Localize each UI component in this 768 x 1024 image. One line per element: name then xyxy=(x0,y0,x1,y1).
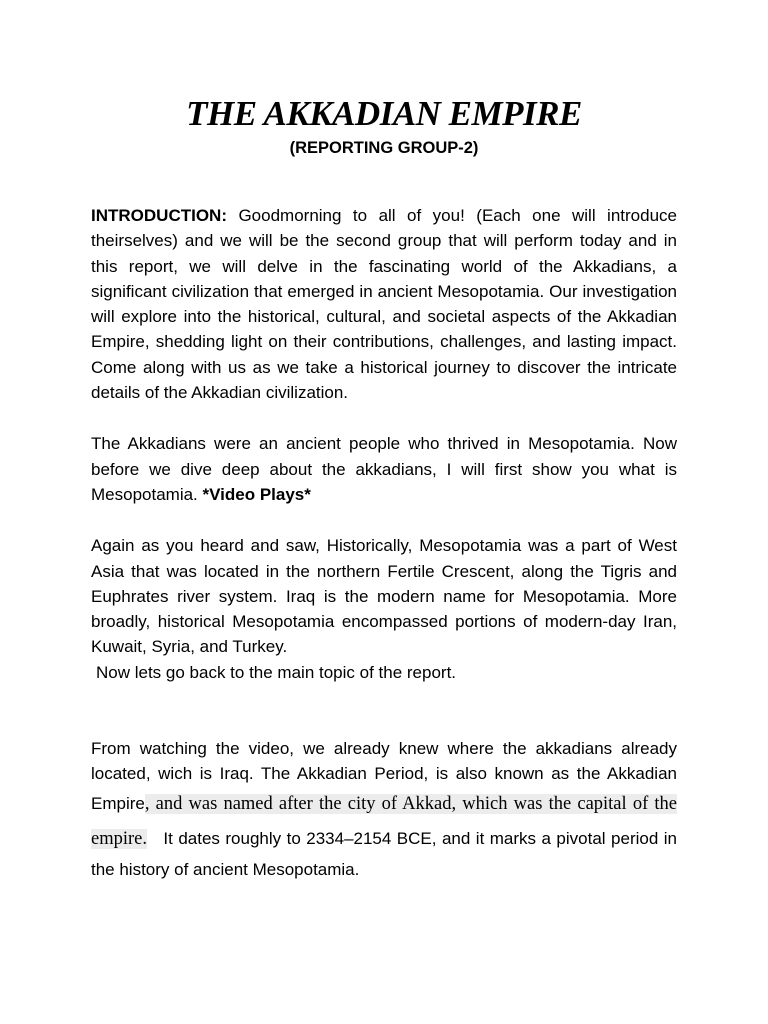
main-topic-text: Now lets go back to the main topic of the report. xyxy=(96,662,457,682)
video-text-before: From watching the video, we already knew where the akkadians already located, wich is Iraq. The Akkadian Period, is also known as the Akkadian Empire xyxy=(91,739,677,813)
highlighted-text: , and was named after the city of Akkad, which was the capital of the empire. xyxy=(91,793,677,849)
video-text-after: It dates roughly to 2334–2154 BCE, and it marks a pivotal period in the history of ancient Mesopotamia. xyxy=(91,828,682,879)
document-subtitle: (REPORTING GROUP-2) xyxy=(289,139,479,157)
akkadians-text: The Akkadians were an ancient people who thrived in Mesopotamia. Now before we dive deep about the akkadians, I will first show you what is Mesopotamia. xyxy=(91,434,677,504)
document-title: THE AKKADIAN EMPIRE xyxy=(186,94,582,133)
intro-text: Goodmorning to all of you! (Each one will introduce theirselves) and we will be the second group that will perform today and in this report, we will delve in the fascinating world of the Akkadians, a significant civilization that emerged in ancient Mesopotamia. Our investigation will explore into the historical, cultural, and societal aspects of the Akkadian Empire, shedding light on their contributions, challenges, and lasting impact. Come along with us as we take a historical journey to discover the intricate details of the Akkadian civilization. xyxy=(91,206,677,403)
mesopotamia-text: Again as you heard and saw, Historically, Mesopotamia was a part of West Asia that was located in the northern Fertile Crescent, along the Tigris and Euphrates river system. Iraq is the modern name for Mesopotamia. More broadly, historical Mesopotamia encompassed portions of modern-day Iran, Kuwait, Syria, and Turkey. xyxy=(91,536,677,657)
intro-paragraph xyxy=(91,203,677,405)
main-topic-line xyxy=(91,660,677,685)
akkadians-paragraph xyxy=(91,431,677,507)
mesopotamia-paragraph xyxy=(91,533,677,659)
intro-label: INTRODUCTION: xyxy=(91,206,227,225)
video-plays-note: *Video Plays* xyxy=(202,484,311,504)
video-paragraph xyxy=(91,736,682,882)
